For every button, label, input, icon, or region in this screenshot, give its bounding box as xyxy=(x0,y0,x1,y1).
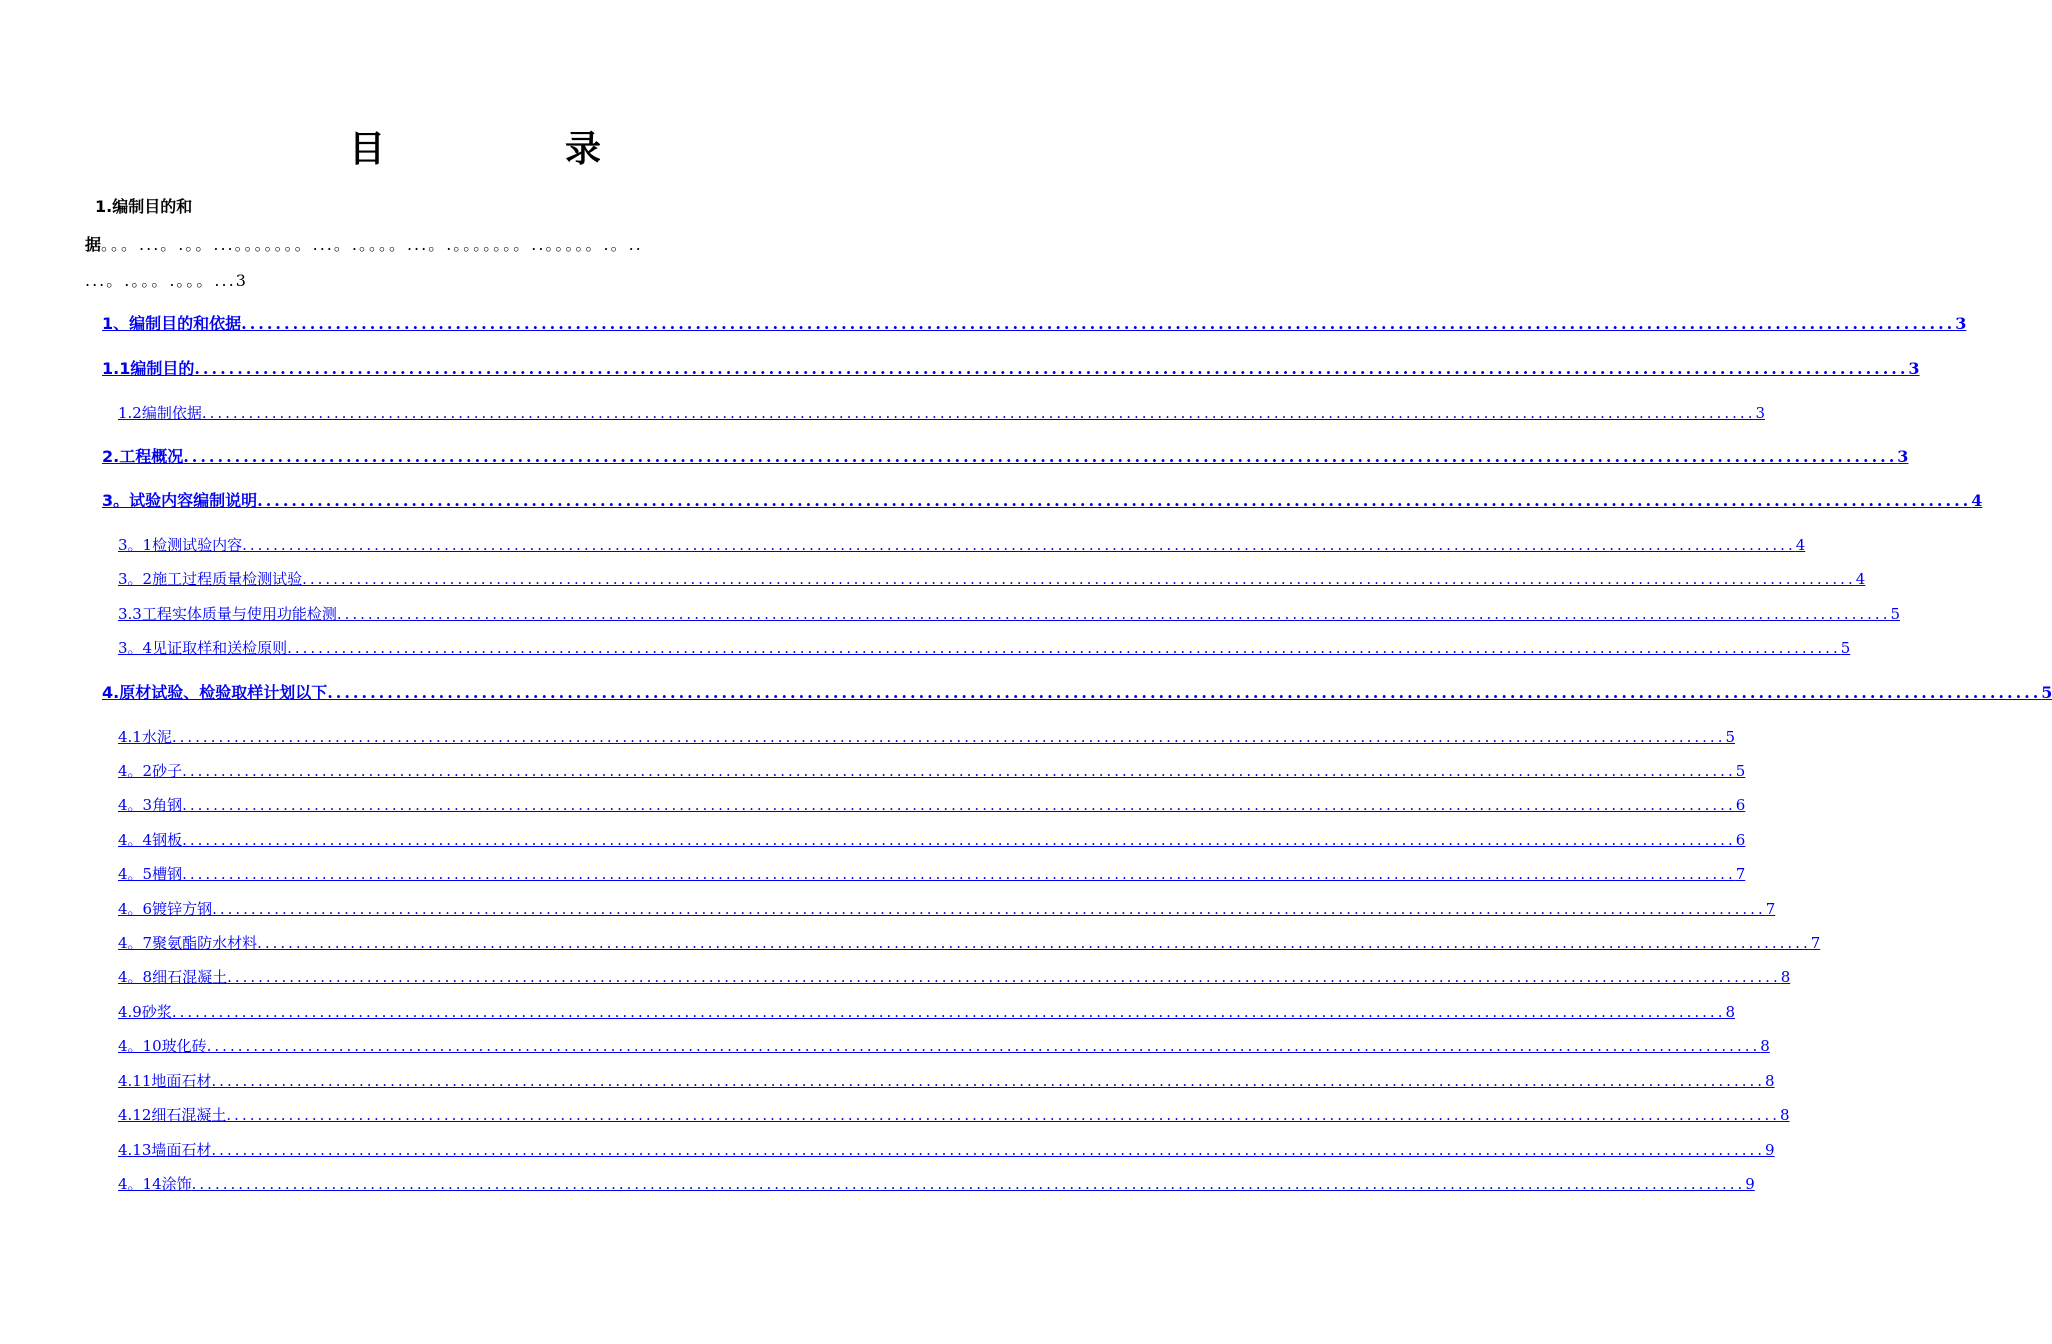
toc-entry-page: 8 xyxy=(1780,968,1791,986)
toc-entry[interactable] xyxy=(102,682,2052,704)
toc-entry-label: 4.1水泥 xyxy=(118,728,172,746)
toc-entry-label: 4.原材试验、检验取样计划以下 xyxy=(102,683,328,702)
toc-entry[interactable] xyxy=(118,1139,1775,1161)
toc-leader-dots: ........................................................................................................................................................................................................ xyxy=(191,1175,1746,1193)
toc-entry-page: 5 xyxy=(2041,683,2052,702)
toc-leader-dots: ........................................................................................................................................................................................................ xyxy=(336,605,1891,623)
toc-entry-page: 3 xyxy=(1897,447,1909,466)
toc-entry-label: 4.12细石混凝土 xyxy=(118,1106,227,1124)
toc-entry-page: 4 xyxy=(1855,570,1866,588)
toc-entry-label: 4。7聚氨酯防水材料 xyxy=(118,934,258,952)
toc-entry-label: 2.工程概况 xyxy=(102,447,184,466)
toc-entry-page: 7 xyxy=(1810,934,1821,952)
toc-leader-dots: ........................................................................................................................................................................................................ xyxy=(171,1003,1726,1021)
toc-entry[interactable] xyxy=(118,863,1746,885)
toc-entry-page: 8 xyxy=(1725,1003,1736,1021)
toc-entry-label: 4.11地面石材 xyxy=(118,1072,212,1090)
toc-entry-label: 3。2施工过程质量检测试验 xyxy=(118,570,303,588)
toc-entry[interactable] xyxy=(118,794,1746,816)
toc-entry-page: 7 xyxy=(1765,900,1776,918)
toc-entry-page: 8 xyxy=(1780,1106,1790,1124)
toc-leader-dots: ........................................................................................................................................................................................................ xyxy=(242,536,1796,554)
toc-leader-dots: ........................................................................................................................................................................................................ xyxy=(257,934,1811,952)
toc-entry[interactable] xyxy=(118,966,1791,988)
toc-entry-label: 3.3工程实体质量与使用功能检测 xyxy=(118,605,337,623)
toc-entry[interactable] xyxy=(118,568,1866,590)
toc-leader-dots: ........................................................................................................................................................................................................ xyxy=(182,762,1736,780)
toc-leader-dots: ........................................................................................................................................................................................................ xyxy=(226,1106,1781,1124)
toc-entry-label: 3。4见证取样和送检原则 xyxy=(118,639,288,657)
toc-entry[interactable] xyxy=(118,603,1901,625)
toc-leader-dots: ........................................................................................................................................................................................................ xyxy=(212,900,1766,918)
toc-entry[interactable] xyxy=(102,313,1967,335)
toc-entry[interactable] xyxy=(118,726,1736,748)
toc-entry-page: 4 xyxy=(1795,536,1806,554)
toc-entry-label: 4。10玻化砖 xyxy=(118,1037,207,1055)
intro-line-2-dots: 。。。...。.。。...。。。。。。。...。.。。。。...。.。。。。。。。..。。。。。.。.. xyxy=(101,235,643,254)
toc-entry-label: 4。14涂饰 xyxy=(118,1175,192,1193)
toc-leader-dots: ........................................................................................................................................................................................................ xyxy=(287,639,1841,657)
toc-leader-dots: ........................................................................................................................................................................................................ xyxy=(182,865,1736,883)
toc-entry-page: 6 xyxy=(1735,796,1746,814)
toc-leader-dots: ........................................................................................................................................................................................................ xyxy=(227,968,1781,986)
toc-entry-page: 8 xyxy=(1760,1037,1770,1055)
toc-entry-page: 9 xyxy=(1745,1175,1755,1193)
toc-entry[interactable] xyxy=(118,1070,1775,1092)
toc-entry-label: 4。2砂子 xyxy=(118,762,183,780)
toc-entry-page: 7 xyxy=(1735,865,1746,883)
toc-leader-dots: ........................................................................................................................................................................................................ xyxy=(194,359,1909,378)
toc-entry[interactable] xyxy=(118,402,1766,424)
toc-entry-page: 8 xyxy=(1765,1072,1775,1090)
toc-entry[interactable] xyxy=(102,446,1909,468)
toc-entry[interactable] xyxy=(118,932,1821,954)
toc-entry-page: 5 xyxy=(1840,639,1851,657)
toc-entry-label: 4。6镀锌方钢 xyxy=(118,900,213,918)
toc-entry-label: 4。4钢板 xyxy=(118,831,183,849)
toc-entry-page: 5 xyxy=(1735,762,1746,780)
toc-entry-label: 3。试验内容编制说明 xyxy=(102,491,258,510)
toc-leader-dots: ........................................................................................................................................................................................................ xyxy=(302,570,1856,588)
toc-leader-dots: ........................................................................................................................................................................................................ xyxy=(201,404,1756,422)
toc-entry-label: 4。5槽钢 xyxy=(118,865,183,883)
toc-entry-page: 6 xyxy=(1735,831,1746,849)
toc-leader-dots: ........................................................................................................................................................................................................ xyxy=(182,796,1736,814)
intro-line-2 xyxy=(85,234,865,256)
toc-entry-label: 4.9砂浆 xyxy=(118,1003,172,1021)
toc-entry-page: 9 xyxy=(1765,1141,1775,1159)
toc-leader-dots: ........................................................................................................................................................................................................ xyxy=(206,1037,1761,1055)
toc-entry-page: 5 xyxy=(1890,605,1901,623)
toc-leader-dots: ........................................................................................................................................................................................................ xyxy=(182,831,1736,849)
toc-entry-label: 4.13墙面石材 xyxy=(118,1141,212,1159)
toc-leader-dots: ........................................................................................................................................................................................................ xyxy=(183,447,1898,466)
toc-entry[interactable] xyxy=(118,898,1776,920)
toc-entry-label: 4。3角钢 xyxy=(118,796,183,814)
toc-entry[interactable] xyxy=(118,534,1806,556)
toc-leader-dots: ........................................................................................................................................................................................................ xyxy=(211,1141,1766,1159)
toc-leader-dots: ........................................................................................................................................................................................................ xyxy=(327,683,2042,702)
toc-entry-label: 1.1编制目的 xyxy=(102,359,195,378)
toc-leader-dots: ........................................................................................................................................................................................................ xyxy=(211,1072,1766,1090)
toc-entry[interactable] xyxy=(102,358,1920,380)
toc-entry[interactable] xyxy=(118,1173,1755,1195)
toc-entry[interactable] xyxy=(118,637,1851,659)
toc-entry-label: 4。8细石混凝土 xyxy=(118,968,228,986)
intro-line-1: 1.编制目的和 xyxy=(95,197,193,216)
toc-entry[interactable] xyxy=(118,760,1746,782)
toc-entry-label: 1.2编制依据 xyxy=(118,404,202,422)
toc-entry[interactable] xyxy=(102,490,1983,512)
toc-leader-dots: ........................................................................................................................................................................................................ xyxy=(171,728,1726,746)
toc-entry[interactable] xyxy=(118,1001,1736,1023)
toc-entry[interactable] xyxy=(118,829,1746,851)
toc-entry-label: 1、编制目的和依据 xyxy=(102,314,242,333)
toc-entry-page: 4 xyxy=(1971,491,1983,510)
toc-entry-page: 3 xyxy=(1955,314,1967,333)
page-title: 目 录 xyxy=(348,129,673,170)
intro-line-2-lead: 据 xyxy=(85,235,102,254)
toc-leader-dots: ........................................................................................................................................................................................................ xyxy=(241,314,1956,333)
toc-entry-page: 3 xyxy=(1755,404,1766,422)
toc-entry-page: 5 xyxy=(1725,728,1736,746)
toc-leader-dots: ........................................................................................................................................................................................................ xyxy=(257,491,1972,510)
intro-line-3: ...。.。。。.。。。...3 xyxy=(85,271,248,290)
toc-entry-label: 3。1检测试验内容 xyxy=(118,536,243,554)
toc-entry[interactable] xyxy=(118,1035,1770,1057)
toc-entry[interactable] xyxy=(118,1104,1790,1126)
toc-entry-page: 3 xyxy=(1908,359,1920,378)
